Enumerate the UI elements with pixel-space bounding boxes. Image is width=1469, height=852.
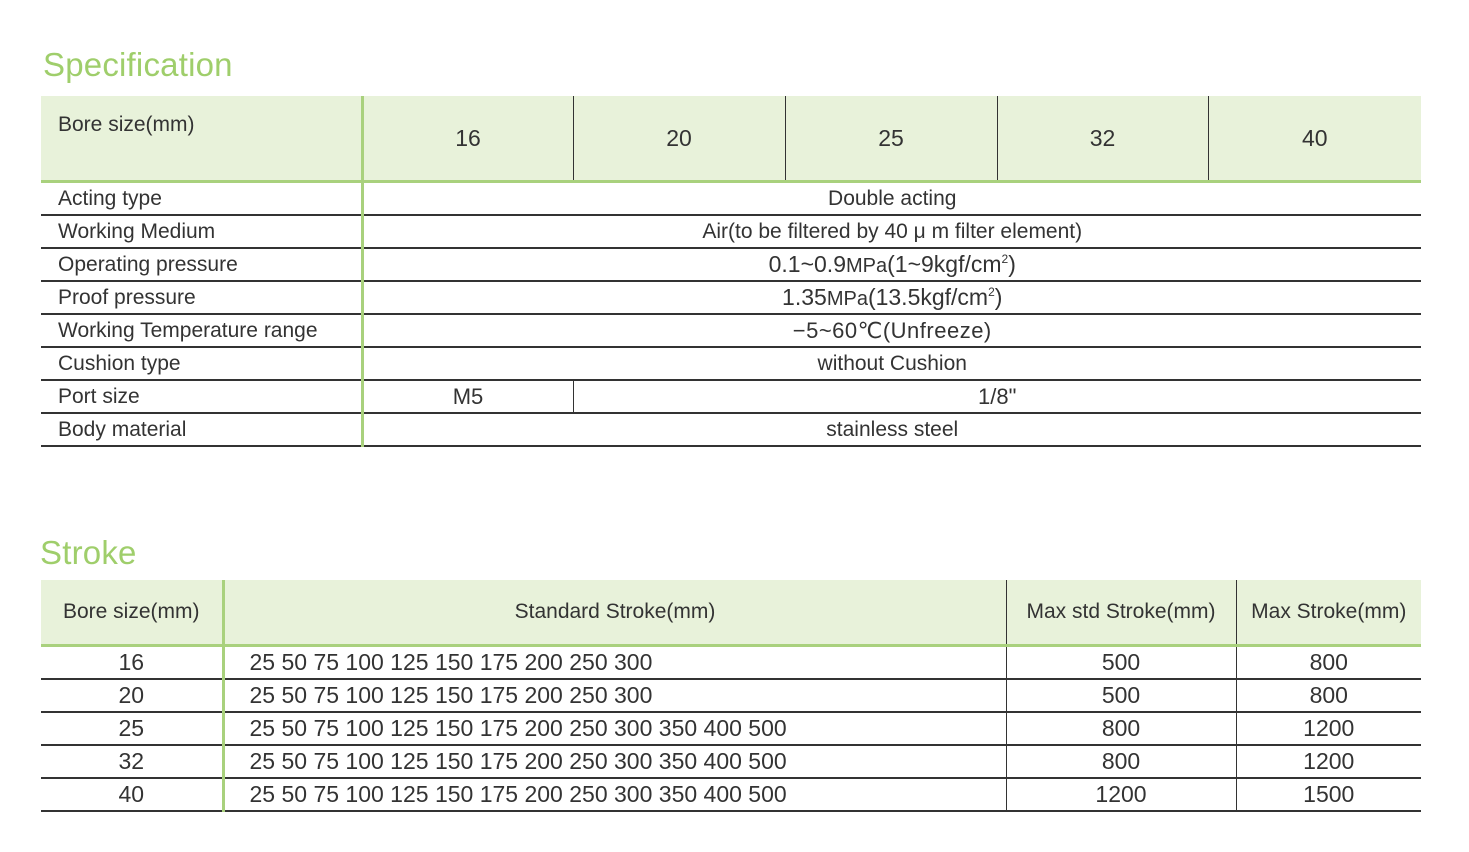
- proof-pressure-number: 1.35: [782, 284, 827, 310]
- spec-row-cushion-type: [41, 347, 1421, 380]
- bore-size-20: 20: [573, 96, 785, 182]
- bore-size-40: 40: [1208, 96, 1421, 182]
- operating-pressure-range: 0.1~0.9: [768, 251, 846, 277]
- operating-pressure-close: ): [1008, 251, 1016, 277]
- stroke-bore-cell: 40: [41, 778, 223, 811]
- stroke-bore-cell: 25: [41, 712, 223, 745]
- cushion-type-label: Cushion type: [41, 347, 362, 380]
- table-row: [41, 778, 1421, 811]
- stroke-bore-cell: 20: [41, 679, 223, 712]
- working-temperature-value: −5~60℃(Unfreeze): [362, 314, 1421, 347]
- bore-size-32: 32: [997, 96, 1208, 182]
- proof-pressure-sup: 2: [988, 285, 995, 299]
- port-size-one-eighth: 1/8": [573, 380, 1421, 413]
- bore-size-16: 16: [362, 96, 573, 182]
- max-std-stroke-header: Max std Stroke(mm): [1006, 580, 1236, 646]
- table-row: [41, 745, 1421, 778]
- max-std-stroke-cell: 500: [1006, 646, 1236, 680]
- table-row: [41, 646, 1421, 680]
- spec-row-body-material: [41, 413, 1421, 446]
- port-size-label: Port size: [41, 380, 362, 413]
- stroke-bore-cell: 16: [41, 646, 223, 680]
- cushion-type-value: without Cushion: [362, 347, 1421, 380]
- acting-type-label: Acting type: [41, 182, 362, 216]
- acting-type-value: Double acting: [362, 182, 1421, 216]
- max-stroke-header: Max Stroke(mm): [1236, 580, 1421, 646]
- standard-stroke-cell: 25 50 75 100 125 150 175 200 250 300 350 400 500: [223, 778, 1006, 811]
- stroke-title: Stroke: [40, 534, 137, 571]
- operating-pressure-kgf: (1~9kgf/cm: [887, 251, 1002, 277]
- max-stroke-cell: 800: [1236, 646, 1421, 680]
- spec-row-port-size: [41, 380, 1421, 413]
- body-material-value: stainless steel: [362, 413, 1421, 446]
- stroke-bore-header: Bore size(mm): [41, 580, 223, 646]
- max-stroke-cell: 1500: [1236, 778, 1421, 811]
- proof-pressure-label: Proof pressure: [41, 281, 362, 314]
- standard-stroke-header: Standard Stroke(mm): [223, 580, 1006, 646]
- max-std-stroke-cell: 500: [1006, 679, 1236, 712]
- proof-pressure-unit: MPa: [826, 288, 868, 310]
- spec-row-operating-pressure: [41, 248, 1421, 281]
- max-stroke-cell: 1200: [1236, 712, 1421, 745]
- max-stroke-cell: 1200: [1236, 745, 1421, 778]
- spec-row-working-temperature: [41, 314, 1421, 347]
- specification-title: Specification: [43, 46, 233, 83]
- operating-pressure-value: [362, 248, 1421, 281]
- standard-stroke-cell: 25 50 75 100 125 150 175 200 250 300 350 400 500: [223, 745, 1006, 778]
- standard-stroke-cell: 25 50 75 100 125 150 175 200 250 300: [223, 679, 1006, 712]
- working-medium-label: Working Medium: [41, 215, 362, 248]
- body-material-label: Body material: [41, 413, 362, 446]
- bore-size-25: 25: [785, 96, 997, 182]
- max-std-stroke-cell: 1200: [1006, 778, 1236, 811]
- stroke-table: [41, 580, 1421, 812]
- table-row: [41, 679, 1421, 712]
- max-std-stroke-cell: 800: [1006, 712, 1236, 745]
- max-stroke-cell: 800: [1236, 679, 1421, 712]
- proof-pressure-kgf: (13.5kgf/cm: [867, 284, 989, 310]
- operating-pressure-sup: 2: [1001, 252, 1009, 266]
- stroke-bore-cell: 32: [41, 745, 223, 778]
- standard-stroke-cell: 25 50 75 100 125 150 175 200 250 300: [223, 646, 1006, 680]
- spec-row-acting-type: [41, 182, 1421, 216]
- working-temperature-label: Working Temperature range: [41, 314, 362, 347]
- stroke-header-row: [41, 580, 1421, 646]
- working-medium-value: Air(to be filtered by 40 μ m filter element): [362, 215, 1421, 248]
- bore-size-header: Bore size(mm): [41, 96, 362, 182]
- port-size-m5: M5: [362, 380, 573, 413]
- operating-pressure-unit: MPa: [846, 255, 888, 277]
- standard-stroke-cell: 25 50 75 100 125 150 175 200 250 300 350 400 500: [223, 712, 1006, 745]
- specification-table: [41, 96, 1421, 447]
- table-row: [41, 712, 1421, 745]
- spec-row-proof-pressure: [41, 281, 1421, 314]
- spec-row-working-medium: [41, 215, 1421, 248]
- specification-header-row: [41, 96, 1421, 182]
- operating-pressure-label: Operating pressure: [41, 248, 362, 281]
- proof-pressure-close: ): [994, 284, 1003, 310]
- proof-pressure-value: [362, 281, 1421, 314]
- max-std-stroke-cell: 800: [1006, 745, 1236, 778]
